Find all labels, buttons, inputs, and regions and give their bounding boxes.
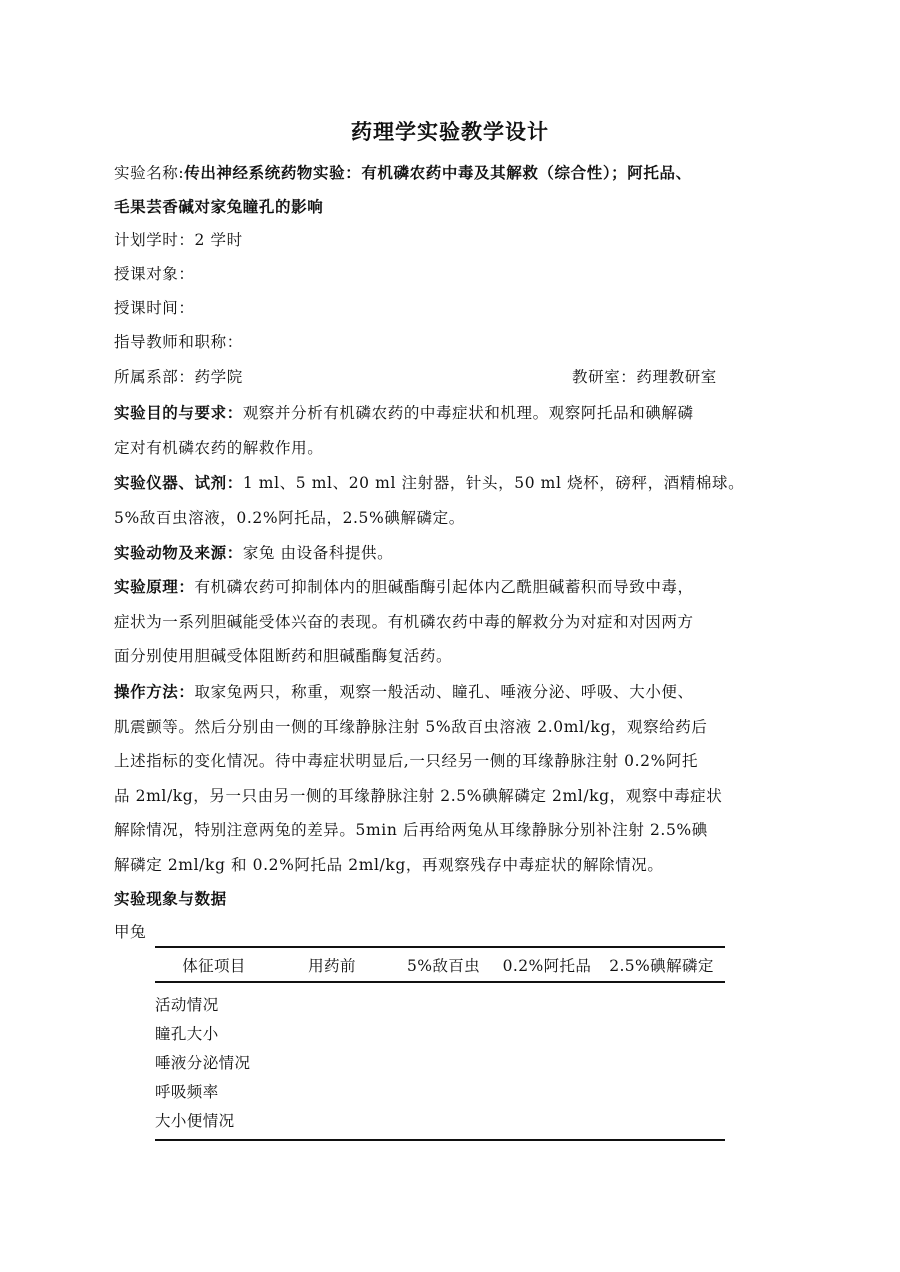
table-row	[155, 982, 725, 1018]
header-atropine: 0.2%阿托品	[496, 947, 598, 982]
experiment-name	[114, 155, 774, 191]
objective-section	[114, 396, 774, 465]
rabbit-a-label: 甲兔	[114, 923, 147, 941]
principle-section	[114, 570, 774, 674]
department-row	[114, 360, 774, 395]
experiment-name-line1: 传出神经系统药物实验：有机磷农药中毒及其解救（综合性）；阿托品、	[184, 163, 692, 182]
table-row	[155, 1076, 725, 1105]
audience: 授课对象：	[114, 265, 195, 283]
phenomena-heading: 实验现象与数据	[114, 889, 227, 908]
row-label: 瞳孔大小	[155, 1024, 219, 1043]
row-label: 活动情况	[155, 995, 219, 1014]
instruments-label: 实验仪器、试剂：	[114, 473, 243, 492]
instruments-line1: 1 ml、5 ml、20 ml 注射器，针头，50 ml 烧杯，磅秤，酒精棉球。	[242, 474, 745, 492]
method-line2: 肌震颤等。然后分别由一侧的耳缘静脉注射 5%敌百虫溶液 2.0ml/kg，观察给药后	[114, 717, 708, 736]
objective-label: 实验目的与要求：	[114, 403, 243, 422]
department: 所属系部：药学院	[114, 368, 243, 386]
row-label: 呼吸频率	[155, 1082, 219, 1101]
animals-section	[114, 536, 774, 571]
header-trichlorfon: 5%敌百虫	[391, 947, 496, 982]
header-sign-item: 体征项目	[155, 947, 273, 982]
objective-line1: 观察并分析有机磷农药的中毒症状和机理。观察阿托品和碘解磷	[242, 404, 694, 422]
observation-table	[155, 946, 725, 1141]
method-line5: 解除情况，特别注意两兔的差异。5min 后再给两兔从耳缘静脉分别补注射 2.5%碘	[114, 821, 708, 839]
table-row	[155, 1105, 725, 1140]
method-section	[114, 675, 774, 882]
teacher: 指导教师和职称：	[114, 333, 243, 351]
document-title: 药理学实验教学设计	[351, 119, 549, 144]
instruments-section	[114, 466, 774, 535]
experiment-name-label: 实验名称:	[114, 164, 185, 182]
experiment-name-line2: 毛果芸香碱对家兔瞳孔的影响	[114, 197, 324, 216]
table-row	[155, 1018, 725, 1047]
row-label: 唾液分泌情况	[155, 1053, 251, 1072]
principle-line1: 有机磷农药可抑制体内的胆碱酯酶引起体内乙酰胆碱蓄积而导致中毒，	[194, 578, 694, 596]
header-pralidoxime: 2.5%碘解磷定	[598, 947, 725, 982]
principle-label: 实验原理：	[114, 577, 195, 596]
method-line3: 上述指标的变化情况。待中毒症状明显后,一只经另一侧的耳缘静脉注射 0.2%阿托	[114, 752, 699, 770]
instruments-line2: 5%敌百虫溶液，0.2%阿托品，2.5%碘解磷定。	[114, 508, 465, 527]
objective-line2: 定对有机磷农药的解救作用。	[114, 438, 324, 457]
method-line1: 取家兔两只，称重，观察一般活动、瞳孔、唾液分泌、呼吸、大小便、	[194, 683, 694, 701]
planned-hours: 计划学时：2 学时	[114, 231, 243, 249]
teaching-office: 教研室：药理教研室	[572, 368, 717, 386]
animals-label: 实验动物及来源：	[114, 543, 243, 562]
method-line4: 品 2ml/kg，另一只由另一侧的耳缘静脉注射 2.5%碘解磷定 2ml/kg，观察中毒症状	[114, 786, 723, 805]
row-label: 大小便情况	[155, 1105, 273, 1140]
table-header-row	[155, 947, 725, 982]
method-label: 操作方法：	[114, 682, 195, 701]
teaching-time: 授课时间：	[114, 299, 195, 317]
table-row	[155, 1047, 725, 1076]
principle-line3: 面分别使用胆碱受体阻断药和胆碱酯酶复活药。	[114, 647, 453, 665]
principle-line2: 症状为一系列胆碱能受体兴奋的表现。有机磷农药中毒的解救分为对症和对因两方	[114, 612, 694, 631]
method-line6: 解磷定 2ml/kg 和 0.2%阿托品 2ml/kg，再观察残存中毒症状的解除情况。	[114, 855, 664, 874]
header-before-drug: 用药前	[273, 947, 391, 982]
animals-text: 家兔 由设备科提供。	[242, 544, 394, 562]
